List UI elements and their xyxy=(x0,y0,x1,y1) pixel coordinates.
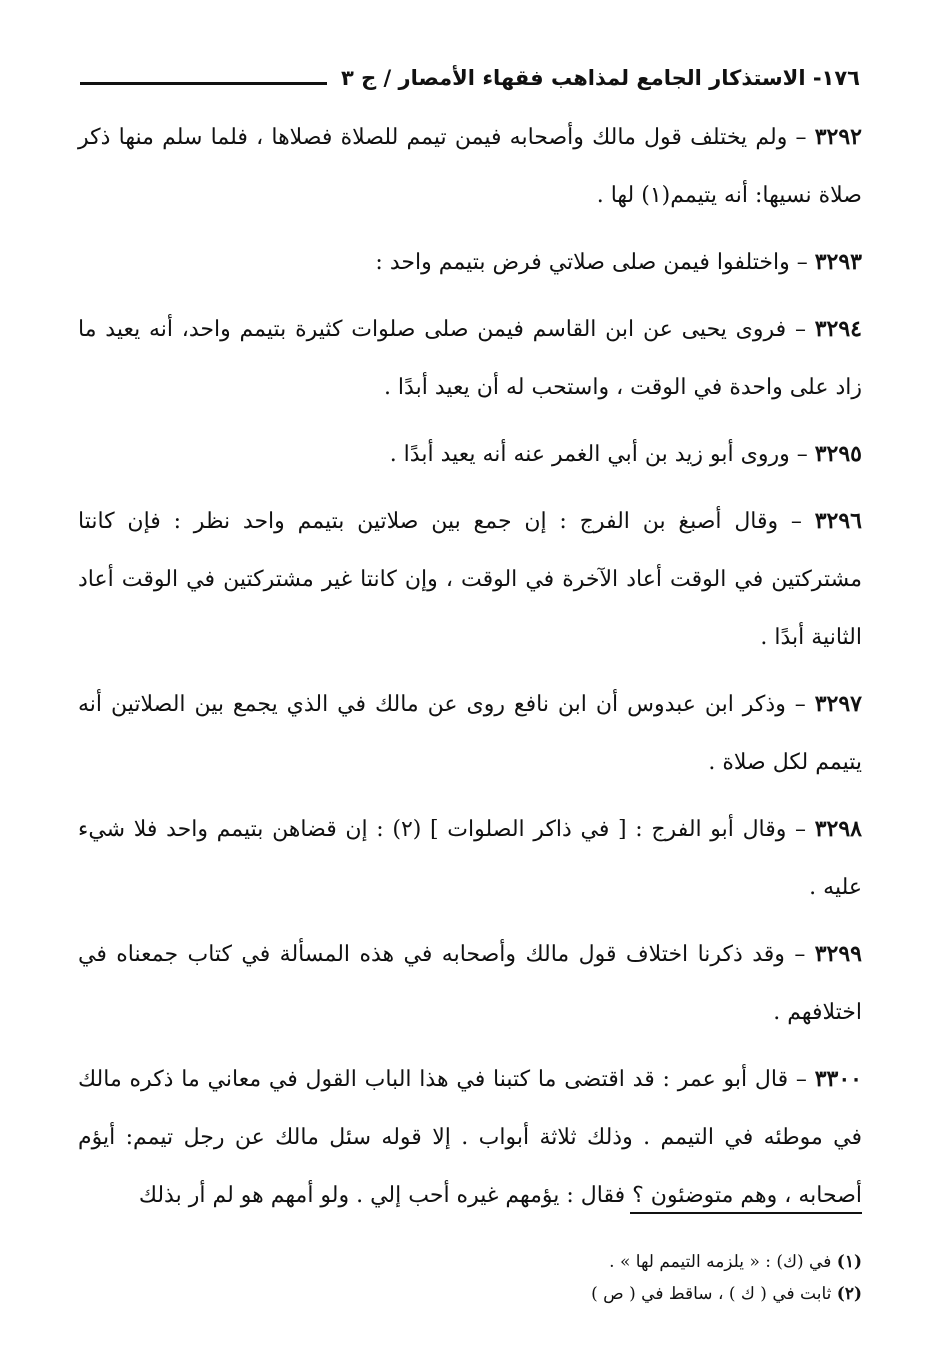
paragraph-number: ٣٢٩٥ xyxy=(814,441,862,467)
paragraph-3293 xyxy=(78,233,862,292)
header-rule xyxy=(80,82,327,85)
paragraph-text: – قال أبو عمر : قد اقتضى ما كتبنا في هذا الباب القول في معاني ما ذكره مالك في موطئه في التيمم . وذلك ثلاثة أبواب . إلا قوله سئل مالك عن رجل تيمم: أيؤم أصحابه ، وهم متوضئون ؟ فقال : يؤمهم غيره أحب إلي . ولو أمهم هو لم أر بذلك xyxy=(78,1067,862,1208)
paragraph-3296 xyxy=(78,492,862,667)
paragraph-number: ٣٢٩٧ xyxy=(814,691,862,717)
footnote-2 xyxy=(78,1278,862,1310)
paragraph-text: – فروى يحيى عن ابن القاسم فيمن صلى صلوات كثيرة بتيمم واحد، أنه يعيد ما زاد على واحدة في الوقت ، واستحب له أن يعيد أبدًا . xyxy=(78,317,862,400)
paragraph-3300 xyxy=(78,1050,862,1225)
paragraph-number: ٣٢٩٤ xyxy=(814,316,862,342)
footnote-1 xyxy=(78,1246,862,1278)
paragraph-3292 xyxy=(78,108,862,225)
footnotes xyxy=(78,1246,862,1310)
body-text xyxy=(78,108,862,1233)
footnote-number: (١) xyxy=(836,1252,862,1272)
paragraph-number: ٣٢٩٩ xyxy=(814,941,862,967)
paragraph-number: ٣٢٩٦ xyxy=(814,508,862,534)
footnote-separator xyxy=(630,1212,862,1214)
paragraph-3294 xyxy=(78,300,862,417)
paragraph-text: – ولم يختلف قول مالك وأصحابه فيمن تيمم للصلاة فصلاها ، فلما سلم منها ذكر صلاة نسيها: أنه يتيمم(١) لها . xyxy=(78,125,862,208)
running-header xyxy=(80,58,860,98)
paragraph-3299 xyxy=(78,925,862,1042)
paragraph-text: – واختلفوا فيمن صلى صلاتي فرض بتيمم واحد : xyxy=(375,250,815,275)
header-title: ١٧٦- الاستذكار الجامع لمذاهب فقهاء الأمصار / ج ٣ xyxy=(340,66,860,90)
paragraph-3297 xyxy=(78,675,862,792)
paragraph-text: – وقال أبو الفرج : [ في ذاكر الصلوات ] (٢) : إن قضاهن بتيمم واحد فلا شيء عليه . xyxy=(78,817,862,900)
paragraph-number: ٣٢٩٨ xyxy=(814,816,862,842)
footnote-number: (٢) xyxy=(836,1284,862,1304)
paragraph-text: – وقال أصبغ بن الفرج : إن جمع بين صلاتين بتيمم واحد نظر : فإن كانتا مشتركتين في الوقت أعاد الآخرة في الوقت ، وإن كانتا غير مشتركتين في الوقت أعاد الثانية أبدًا . xyxy=(78,509,862,650)
paragraph-text: – وقد ذكرنا اختلاف قول مالك وأصحابه في هذه المسألة في كتاب جمعناه في اختلافهم . xyxy=(78,942,862,1025)
paragraph-text: – وروى أبو زيد بن أبي الغمر عنه أنه يعيد أبدًا . xyxy=(389,442,815,467)
paragraph-3295 xyxy=(78,425,862,484)
paragraph-number: ٣٢٩٢ xyxy=(814,124,862,150)
paragraph-3298 xyxy=(78,800,862,917)
paragraph-number: ٣٣٠٠ xyxy=(814,1066,862,1092)
footnote-text: ثابت في ( ك ) ، ساقط في ( ص ) xyxy=(591,1284,837,1304)
footnote-text: في (ك) : « يلزمه التيمم لها » . xyxy=(609,1252,837,1272)
paragraph-number: ٣٢٩٣ xyxy=(814,249,862,275)
paragraph-text: – وذكر ابن عبدوس أن ابن نافع روى عن مالك في الذي يجمع بين الصلاتين أنه يتيمم لكل صلاة . xyxy=(78,692,862,775)
